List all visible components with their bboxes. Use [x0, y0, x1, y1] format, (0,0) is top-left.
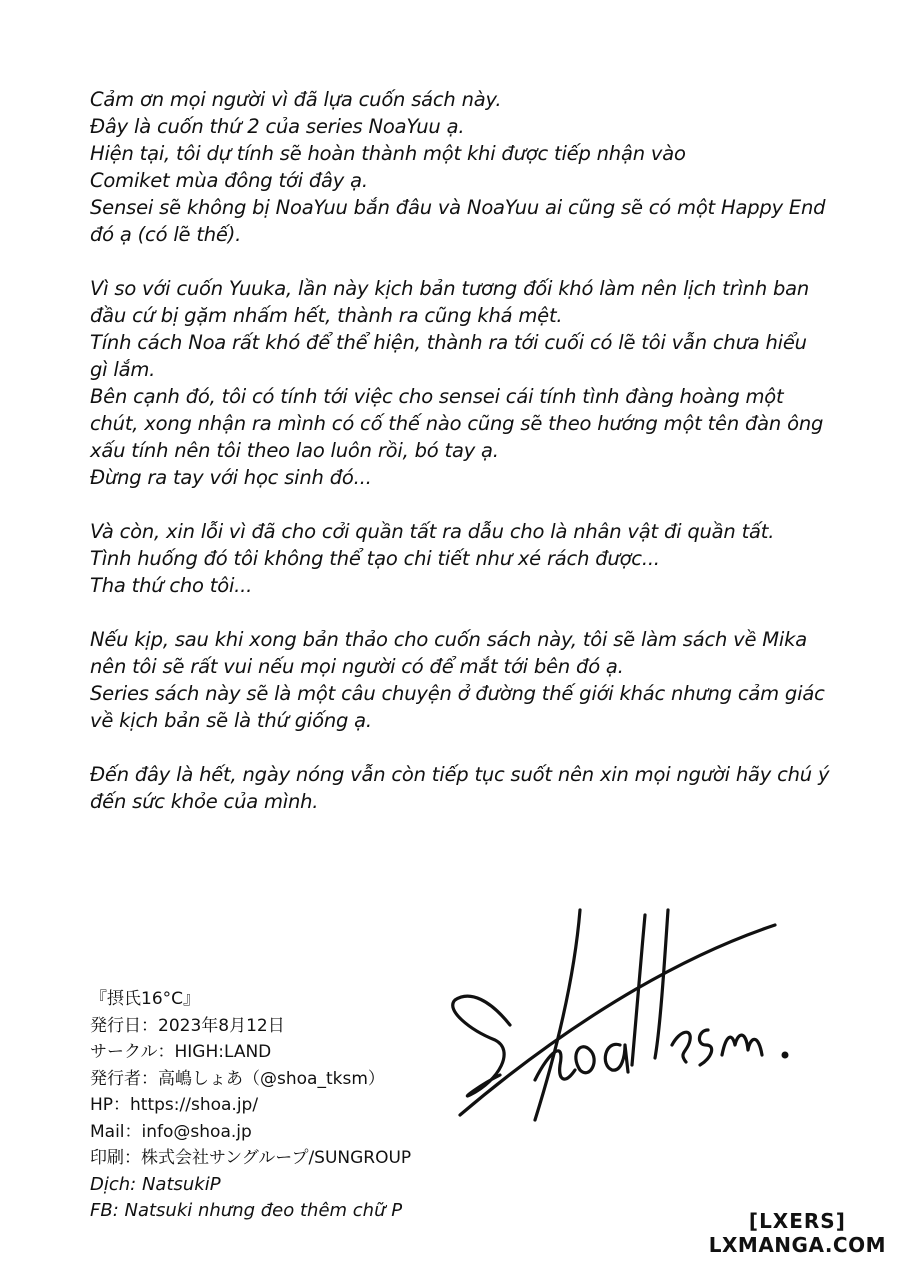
text-line: Series sách này sẽ là một câu chuyện ở đường thế giới khác nhưng cảm giác — [90, 682, 825, 705]
printer-name: 印刷：株式会社サングループ/SUNGROUP — [90, 1148, 412, 1168]
circle-name: サークル：HIGH:LAND — [90, 1042, 272, 1062]
text-line: Đây là cuốn thứ 2 của series NoaYuu ạ. — [90, 115, 465, 138]
homepage-link: HP：https://shoa.jp/ — [90, 1095, 259, 1115]
text-line: Bên cạnh đó, tôi có tính tới việc cho sensei cái tính tình đàng hoàng một — [90, 385, 784, 408]
text-line: Nếu kịp, sau khi xong bản thảo cho cuốn sách này, tôi sẽ làm sách về Mika — [90, 628, 807, 651]
afterword-paragraph-4 — [90, 626, 870, 734]
translator-credit: Dịch: NatsukiP — [90, 1173, 221, 1195]
watermark-site-name: LXMANGA.COM — [708, 1233, 886, 1257]
text-line: Cảm ơn mọi người vì đã lựa cuốn sách này. — [90, 88, 502, 111]
text-line: đến sức khỏe của mình. — [90, 790, 319, 813]
text-line: gì lắm. — [90, 358, 156, 381]
text-line: Và còn, xin lỗi vì đã cho cởi quần tất ra dẫu cho là nhân vật đi quần tất. — [90, 520, 775, 543]
text-line: Tha thứ cho tôi... — [90, 574, 253, 597]
text-line: Vì so với cuốn Yuuka, lần này kịch bản tương đối khó làm nên lịch trình ban — [90, 277, 810, 300]
colophon — [90, 986, 510, 1225]
text-line: đầu cứ bị gặm nhấm hết, thành ra cũng khá mệt. — [90, 304, 563, 327]
text-line: Tình huống đó tôi không thể tạo chi tiết như xé rách được... — [90, 547, 660, 570]
text-line: Đến đây là hết, ngày nóng vẫn còn tiếp tục suốt nên xin mọi người hãy chú ý — [90, 763, 830, 786]
text-line: Tính cách Noa rất khó để thể hiện, thành ra tới cuối có lẽ tôi vẫn chưa hiểu — [90, 331, 807, 354]
facebook-credit: FB: Natsuki nhưng đeo thêm chữ P — [90, 1200, 403, 1221]
afterword-paragraph-1 — [90, 86, 870, 248]
text-line: Comiket mùa đông tới đây ạ. — [90, 169, 368, 192]
mail-address: Mail：info@shoa.jp — [90, 1121, 252, 1142]
text-line: Sensei sẽ không bị NoaYuu bắn đâu và NoaYuu ai cũng sẽ có một Happy End — [90, 196, 826, 219]
publish-date: 発行日：2023年8月12日 — [90, 1015, 285, 1036]
text-line: Đừng ra tay với học sinh đó... — [90, 466, 372, 489]
afterword-paragraph-3 — [90, 518, 870, 599]
text-line: chút, xong nhận ra mình có cố thế nào cũng sẽ theo hướng một tên đàn ông — [90, 412, 824, 435]
afterword-paragraph-2 — [90, 275, 870, 491]
text-line: nên tôi sẽ rất vui nếu mọi người có để mắt tới bên đó ạ. — [90, 655, 624, 678]
text-line: xấu tính nên tôi theo lao luôn rồi, bó tay ạ. — [90, 439, 499, 462]
book-title: 『摂氏16°C』 — [90, 989, 201, 1009]
afterword-paragraph-5 — [90, 761, 870, 815]
publisher-name: 発行者：高嶋しょあ（@shoa_tksm） — [90, 1068, 385, 1089]
text-line: đó ạ (có lẽ thế). — [90, 223, 242, 246]
watermark-group-name: [LXERS] — [748, 1209, 846, 1233]
text-line: Hiện tại, tôi dự tính sẽ hoàn thành một khi được tiếp nhận vào — [90, 142, 686, 165]
site-watermark — [709, 1209, 886, 1257]
text-line: về kịch bản sẽ là thứ giống ạ. — [90, 709, 372, 732]
afterword-text — [90, 86, 870, 842]
